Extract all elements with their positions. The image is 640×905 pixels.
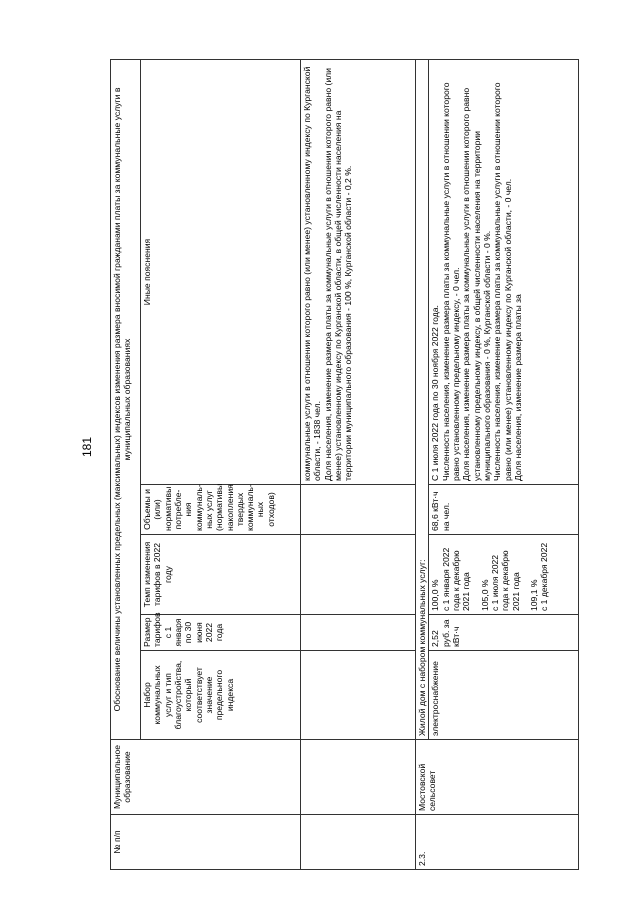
rate-2-value: 105,0 % bbox=[479, 579, 490, 611]
rate-1-value: 100,0 % bbox=[430, 579, 441, 611]
row-service: электроснабжение bbox=[429, 651, 579, 740]
header-tariff-rate: Темп изменения тарифов в 2022 году bbox=[141, 535, 301, 615]
header-row-1 bbox=[111, 60, 141, 870]
rate-3-value: 109,1 % bbox=[528, 579, 539, 611]
cont-service-set bbox=[301, 651, 416, 740]
tariff-justification-table bbox=[110, 59, 579, 870]
continuation-row bbox=[301, 60, 416, 870]
cont-explanation: коммунальные услуги в отношении которого равно (или менее) установленному индексу по Курганской области, - 1838 чел. Доля населения, изменение размера платы за коммунальные услуги в отношении которого равно (или менее) установленному индексу по Курганской области, в общей численности населения на территории муниципального образования - 100 %, Курганской области - 0,2 %. bbox=[301, 60, 416, 485]
row-municipality: Мостовской сельсовет bbox=[416, 740, 579, 815]
row-tariff: 2,52 руб. за кВт·ч bbox=[429, 615, 579, 651]
rate-3-desc: с 1 декабря 2022 bbox=[539, 542, 550, 611]
cont-volume bbox=[301, 485, 416, 535]
rotated-table-wrapper bbox=[110, 60, 610, 870]
cont-tariff bbox=[301, 615, 416, 651]
header-group-title: Обоснование величины установленных предельных (максимальных) индексов изменения размера вносимой гражданами платы за коммунальные услуги в муниципальных образованиях bbox=[111, 60, 141, 740]
header-tariff: Размер тарифов с 1 января по 30 июня 2022 года bbox=[141, 615, 301, 651]
cont-municipality bbox=[301, 740, 416, 815]
header-municipality: Муниципальное образование bbox=[111, 740, 301, 815]
header-service-set: Набор коммунальных услуг и тип благоустройства, который соответствует значение предельного индекса bbox=[141, 651, 301, 740]
header-num: № п/п bbox=[111, 815, 301, 870]
header-other-notes: Иные пояснения bbox=[141, 60, 301, 485]
page-number: 181 bbox=[80, 436, 94, 458]
table-row bbox=[416, 60, 429, 870]
row-tariff-rate bbox=[429, 535, 579, 615]
rate-2-desc: с 1 июля 2022 года к декабрю 2021 года bbox=[489, 550, 521, 611]
row-explanation: С 1 июля 2022 года по 30 ноября 2022 года. Численность населения, изменение размера платы за коммунальные услуги в отношении которого равно установленному предельному индексу, - 0 чел. Доля населения, изменение размера платы за коммунальные услуги в отношении которого равно установленному предельному индексу, в общей численности населения на территории муниципального образования - 0 %, Курганской области - 0 %. Численность населения, изменение размера платы за коммунальные услуги в отношении которого равно (или менее) установленному индексу по Курганской области, - 0 чел. Доля населения, изменение размера платы за bbox=[429, 60, 579, 485]
header-volume: Объемы и (или) нормативы потребле- ния коммуналь- ных услуг (нормативы накопления твердых коммуналь- ных отходов) bbox=[141, 485, 301, 535]
row-volume: 68,6 кВт·ч на чел. bbox=[429, 485, 579, 535]
cont-rate bbox=[301, 535, 416, 615]
cont-num bbox=[301, 815, 416, 870]
rate-1-desc: с 1 января 2022 года к декабрю 2021 года bbox=[440, 547, 472, 611]
row-num: 2.3. bbox=[416, 815, 579, 870]
row-service-set: Жилой дом с набором коммунальных услуг: bbox=[416, 60, 429, 740]
